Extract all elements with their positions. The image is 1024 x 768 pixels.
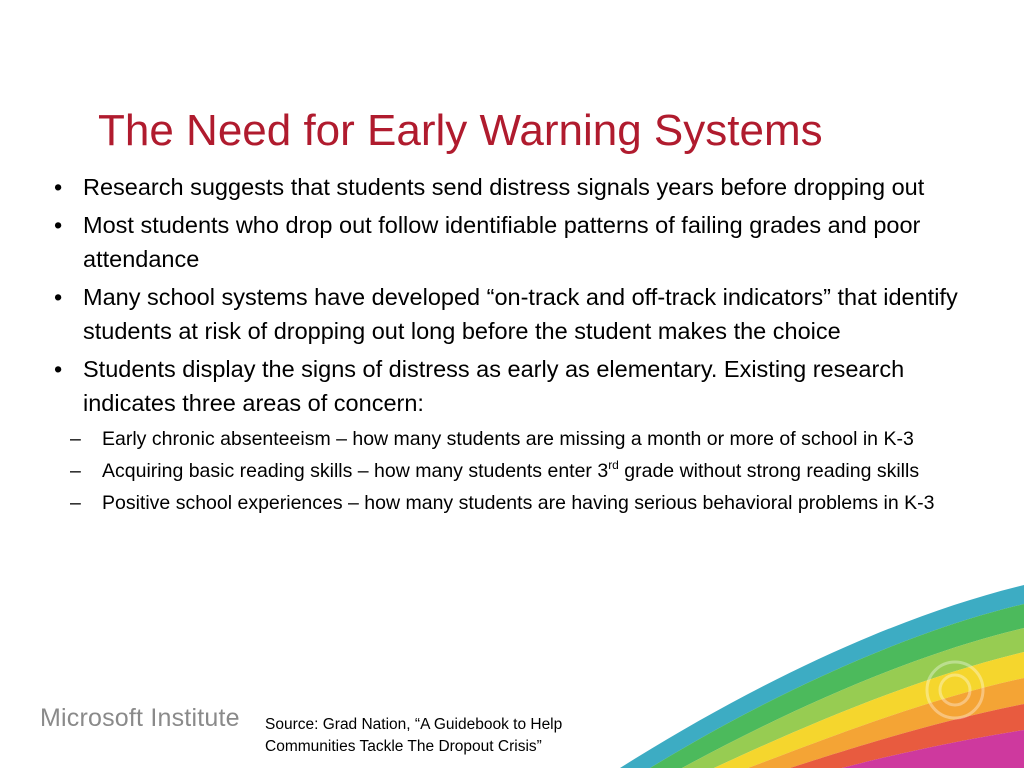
microsoft-institute-logo-text: Microsoft Institute [40,704,240,732]
bullet-item [44,352,984,420]
bullet-text: Many school systems have developed “on-track and off-track indicators” that identify students at risk of dropping out long before the student makes the choice [83,284,958,344]
bullet-item [44,280,984,348]
bullet-marker: • [54,284,63,310]
sub-bullet-marker: – [70,428,81,450]
sub-bullet-marker: – [70,492,81,514]
bullet-text: Most students who drop out follow identifiable patterns of failing grades and poor attendance [83,212,921,272]
source-citation [265,714,562,758]
sub-bullet-item [44,488,984,518]
sub-bullet-marker: – [70,460,81,482]
sub-bullet-text: Early chronic absenteeism – how many students are missing a month or more of school in K-3 [102,428,914,450]
bullet-marker: • [54,174,63,200]
bullet-item [44,208,984,276]
sub-bullet-text: Positive school experiences – how many students are having serious behavioral problems in K-3 [102,492,935,514]
sub-bullet-text-after: grade without strong reading skills [618,460,920,482]
bullet-list [44,170,984,520]
bullet-item [44,170,984,204]
sub-bullet-text-before: Acquiring basic reading skills – how many students enter 3 [102,460,609,482]
source-line-2: Communities Tackle The Dropout Crisis” [265,738,542,755]
bullet-text: Students display the signs of distress as early as elementary. Existing research indicates three areas of concern: [83,356,905,416]
ordinal-superscript: rd [608,458,619,472]
sub-bullet-item [44,424,984,454]
slide-title: The Need for Early Warning Systems [98,106,823,155]
bullet-marker: • [54,356,63,382]
sub-bullet-item [44,456,984,486]
source-line-1: Source: Grad Nation, “A Guidebook to Help [265,716,563,733]
bullet-marker: • [54,212,63,238]
bullet-text: Research suggests that students send distress signals years before dropping out [83,174,925,200]
